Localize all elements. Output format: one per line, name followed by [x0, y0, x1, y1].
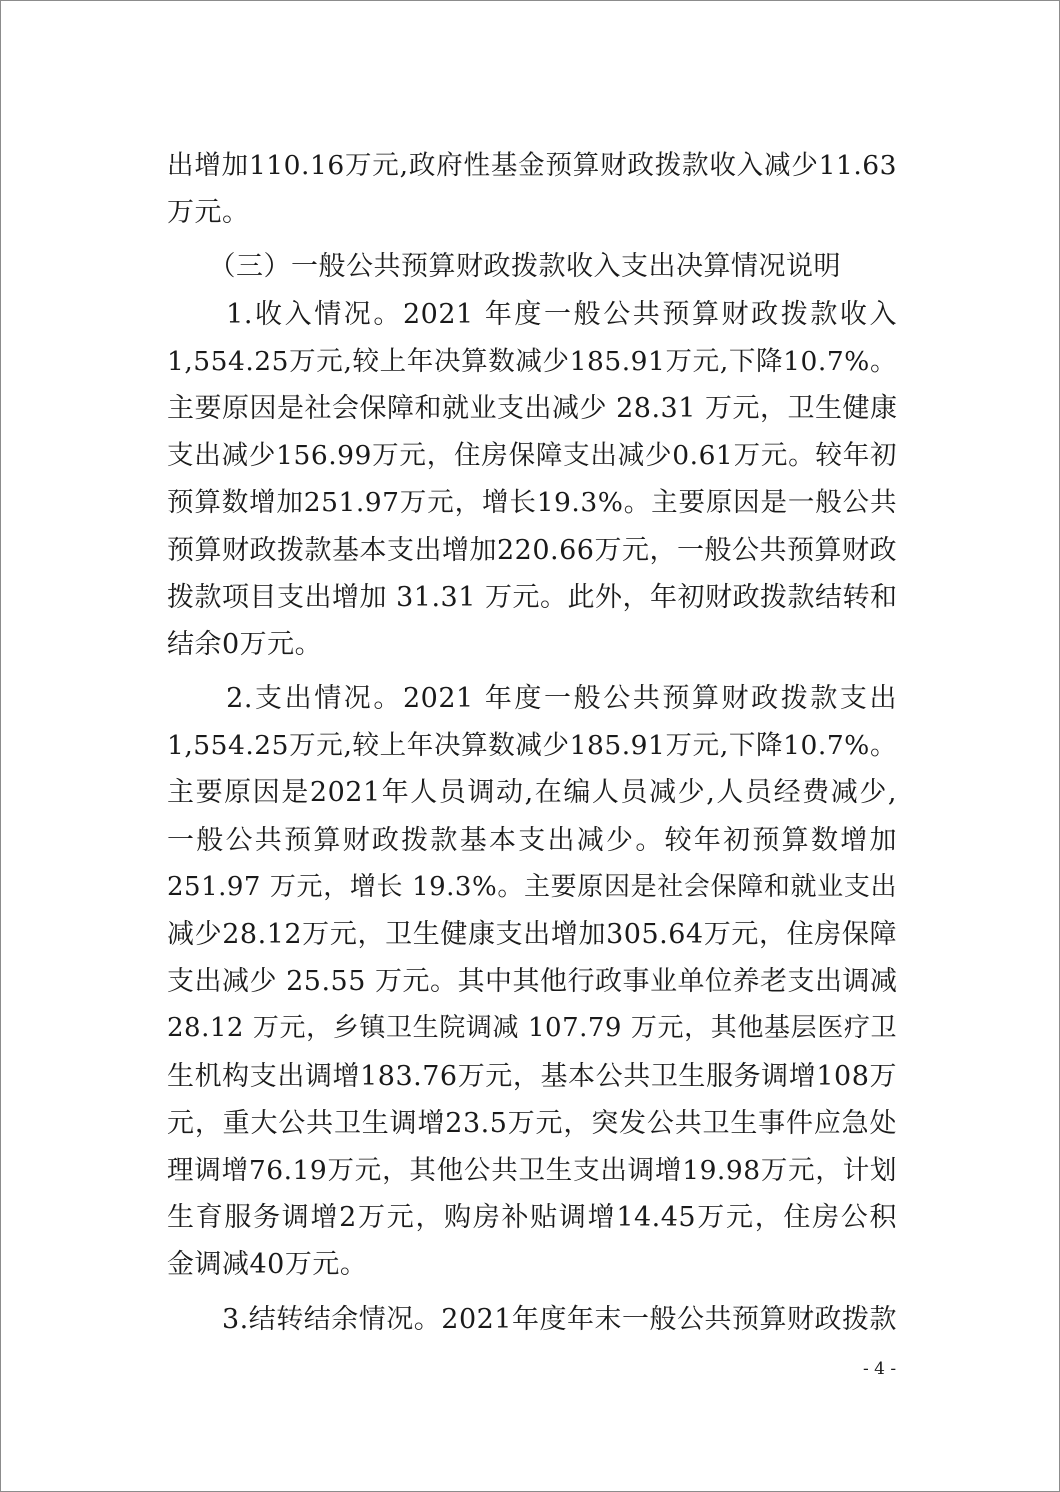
text-line: 出增加110.16万元,政府性基金预算财政拨款收入减少11.63 — [167, 150, 897, 181]
text-line: 主要原因是2021年人员调动,在编人员减少,人员经费减少, — [167, 777, 897, 809]
text-line: 元，重大公共卫生调增23.5万元，突发公共卫生事件应急处 — [167, 1107, 897, 1139]
text-line: 一般公共预算财政拨款基本支出减少。较年初预算数增加 — [167, 824, 897, 856]
text-line: 1,554.25万元,较上年决算数减少185.91万元,下降10.7%。 — [167, 730, 897, 762]
text-line: 预算财政拨款基本支出增加220.66万元，一般公共预算财政 — [167, 534, 897, 566]
text-line: 减少28.12万元，卫生健康支出增加305.64万元，住房保障 — [167, 919, 897, 950]
text-line: 支出减少156.99万元，住房保障支出减少0.61万元。较年初 — [167, 440, 897, 472]
text-line: 万元。 — [167, 197, 250, 229]
page-number: - 4 - — [863, 1359, 897, 1379]
text-line: 结余0万元。 — [167, 628, 323, 660]
text-line: 2.支出情况。2021 年度一般公共预算财政拨款支出 — [167, 683, 897, 715]
paragraph-expenditure — [167, 675, 897, 1288]
body-text — [167, 142, 897, 1343]
text-line: 生机构支出调增183.76万元，基本公共卫生服务调增108万 — [167, 1060, 897, 1092]
text-line: 主要原因是社会保障和就业支出减少 28.31 万元，卫生健康 — [167, 392, 898, 424]
text-line: 拨款项目支出增加 31.31 万元。此外，年初财政拨款结转和 — [167, 581, 898, 613]
paragraph-fund-summary — [167, 142, 897, 236]
text-line: 生育服务调增2万元，购房补贴调增14.45万元，住房公积 — [167, 1202, 897, 1234]
section-heading-general-budget — [167, 243, 897, 290]
paragraph-income — [167, 291, 897, 669]
text-line: 支出减少 25.55 万元。其中其他行政事业单位养老支出调减 — [167, 966, 898, 998]
text-line: 预算数增加251.97万元，增长19.3%。主要原因是一般公共 — [167, 487, 897, 519]
text-line: 251.97 万元，增长 19.3%。主要原因是社会保障和就业支出 — [167, 871, 897, 902]
text-line: 3.结转结余情况。2021年度年末一般公共预算财政拨款 — [167, 1303, 897, 1335]
text-line: 理调增76.19万元，其他公共卫生支出调增19.98万元，计划 — [167, 1154, 897, 1186]
text-line: 28.12 万元，乡镇卫生院调减 107.79 万元，其他基层医疗卫 — [167, 1013, 897, 1044]
text-line: 1,554.25万元,较上年决算数减少185.91万元,下降10.7%。 — [167, 345, 897, 377]
section-heading: （三）一般公共预算财政拨款收入支出决算情况说明 — [167, 251, 841, 283]
paragraph-carryover — [167, 1296, 897, 1343]
text-line: 金调减40万元。 — [167, 1249, 368, 1281]
text-line: 1.收入情况。2021 年度一般公共预算财政拨款收入 — [167, 298, 897, 330]
